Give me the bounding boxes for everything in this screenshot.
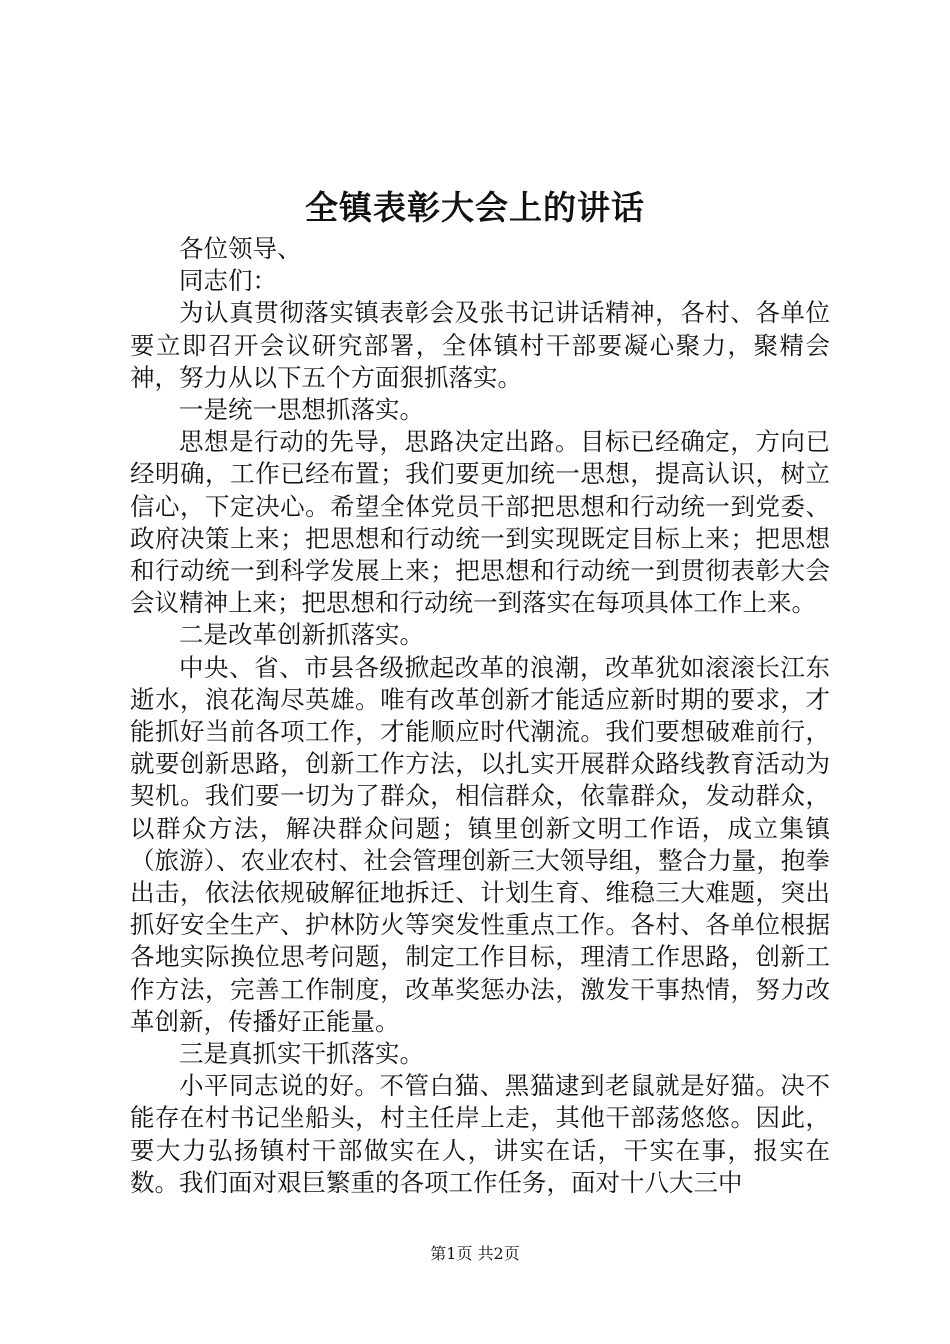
body-paragraph: 中央、省、市县各级掀起改革的浪潮，改革犹如滚滚长江东逝水，浪花淘尽英雄。唯有改革创新才能适应新时期的要求，才能抓好当前各项工作，才能顺应时代潮流。我们要想破难前行，就要创新思路，创新工作方法，以扎实开展群众路线教育活动为契机。我们要一切为了群众，相信群众，依靠群众，发动群众，以群众方法，解决群众问题；镇里创新文明工作语，成立集镇（旅游）、农业农村、社会管理创新三大领导组，整合力量，抱拳出击，依法依规破解征地拆迁、计划生育、维稳三大难题，突出抓好安全生产、护林防火等突发性重点工作。各村、各单位根据各地实际换位思考问题，制定工作目标，理清工作思路，创新工作方法，完善工作制度，改革奖惩办法，激发干事热情，努力改革创新，传播好正能量。 xyxy=(130,652,830,1036)
body-paragraph: 为认真贯彻落实镇表彰会及张书记讲话精神，各村、各单位要立即召开会议研究部署，全体镇村干部要凝心聚力，聚精会神，努力从以下五个方面狠抓落实。 xyxy=(130,298,830,392)
page-number-footer: 第1页 共2页 xyxy=(430,1244,520,1263)
document-title: 全镇表彰大会上的讲话 xyxy=(305,188,645,227)
body-paragraph: 思想是行动的先导，思路决定出路。目标已经确定，方向已经明确，工作已经布置；我们要更加统一思想，提高认识，树立信心，下定决心。希望全体党员干部把思想和行动统一到党委、政府决策上来；把思想和行动统一到实现既定目标上来；把思想和行动统一到科学发展上来；把思想和行动统一到贯彻表彰大会会议精神上来；把思想和行动统一到落实在每项具体工作上来。 xyxy=(130,427,830,618)
salutation-line: 各位领导、 xyxy=(179,234,302,263)
section-heading: 一是统一思想抓落实。 xyxy=(179,395,424,425)
document-body xyxy=(130,233,830,1199)
section-heading: 二是改革创新抓落实。 xyxy=(179,620,424,650)
salutation-line: 同志们： xyxy=(179,266,277,296)
section-heading: 三是真抓实干抓落实。 xyxy=(179,1039,424,1069)
body-paragraph: 小平同志说的好。不管白猫、黑猫逮到老鼠就是好猫。决不能存在村书记坐船头，村主任岸上走，其他干部荡悠悠。因此，要大力弘扬镇村干部做实在人，讲实在话，干实在事，报实在数。我们面对艰巨繁重的各项工作任务，面对十八大三中 xyxy=(130,1071,830,1197)
